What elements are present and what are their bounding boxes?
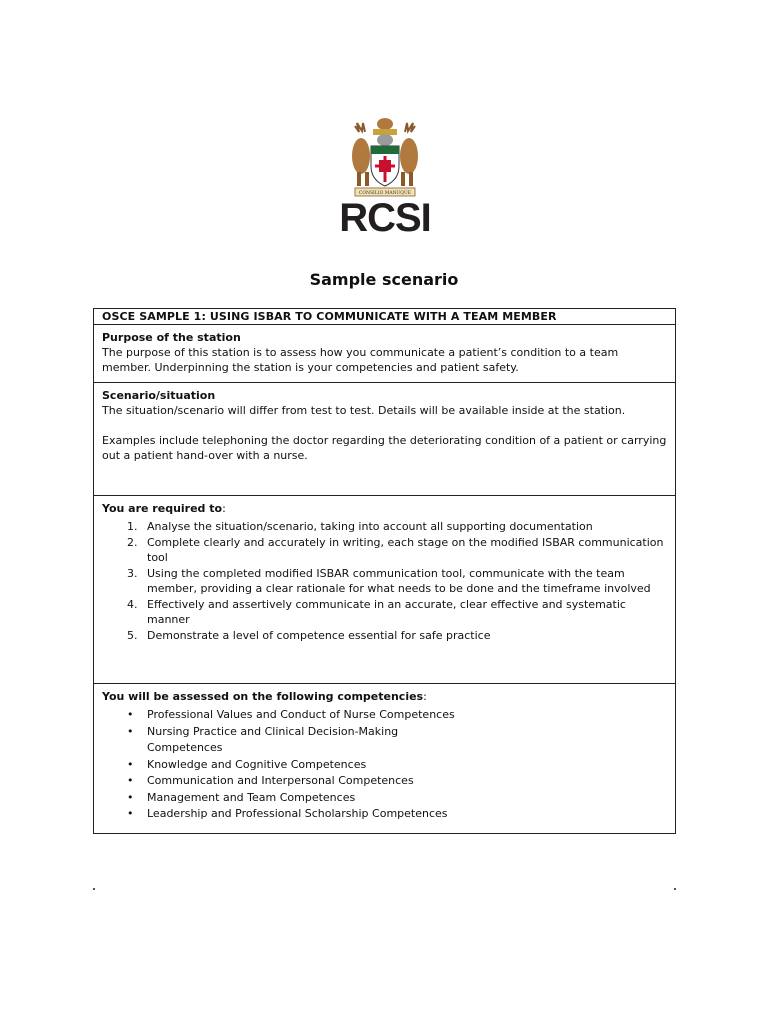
- scenario-title: Scenario/situation: [102, 389, 216, 402]
- list-item: 4. Effectively and assertively communicate in an accurate, clear effective and systematic manner: [127, 597, 626, 626]
- page-title: Sample scenario: [309, 270, 459, 289]
- list-item: • Leadership and Professional Scholarship Competences: [102, 806, 667, 823]
- list-item: • Nursing Practice and Clinical Decision-Making Competences: [127, 724, 399, 754]
- rcsi-logo-text: RCSI: [339, 196, 431, 240]
- bullet-icon: •: [127, 724, 134, 738]
- purpose-title: Purpose of the station: [102, 331, 241, 344]
- list-item: • Professional Values and Conduct of Nurse Competences: [102, 707, 667, 724]
- purpose-text: The purpose of this station is to assess how you communicate a patient’s condition to a team member. Underpinning the station is your competencies and patient safety.: [102, 346, 619, 374]
- list-item: • Communication and Interpersonal Competences: [102, 773, 667, 790]
- bullet-icon: •: [127, 790, 134, 804]
- scenario-text-2: Examples include telephoning the doctor regarding the deteriorating condition of a patient or carrying out a patient hand-over with a nurse.: [102, 434, 667, 462]
- crest-motto: CONSILIO MANUQUE: [358, 191, 412, 196]
- list-item: 3. Using the completed modified ISBAR communication tool, communicate with the team member, providing a clear rationale for what needs to be done and the timeframe involved: [127, 566, 651, 595]
- scenario-table: [93, 308, 676, 834]
- required-section: [94, 495, 675, 683]
- bullet-icon: •: [127, 757, 134, 771]
- required-list: [102, 519, 667, 643]
- list-item: 5. Demonstrate a level of competence essential for safe practice: [127, 628, 491, 642]
- page-corner-mark-right: [674, 888, 676, 890]
- bullet-icon: •: [127, 774, 134, 787]
- table-header: OSCE SAMPLE 1: USING ISBAR TO COMMUNICATE WITH A TEAM MEMBER: [102, 310, 557, 323]
- bullet-icon: •: [127, 807, 134, 820]
- required-title: You are required to:: [102, 502, 226, 515]
- list-item: 1. Analyse the situation/scenario, taking into account all supporting documentation: [127, 520, 593, 533]
- competencies-list: [102, 707, 667, 823]
- bullet-icon: •: [127, 708, 134, 721]
- list-item: 2. Complete clearly and accurately in writing, each stage on the modified ISBAR communication tool: [127, 535, 664, 564]
- list-item: • Knowledge and Cognitive Competences: [102, 757, 667, 774]
- scenario-section: [94, 382, 675, 495]
- competencies-title: You will be assessed on the following competencies:: [102, 690, 427, 703]
- purpose-section: [94, 324, 675, 382]
- list-item: • Management and Team Competences: [102, 790, 667, 807]
- competencies-section: [94, 683, 675, 833]
- rcsi-crest-logo: [347, 116, 423, 200]
- page-corner-mark-left: [93, 888, 95, 890]
- scenario-text-1: The situation/scenario will differ from test to test. Details will be available inside at the station.: [102, 404, 626, 417]
